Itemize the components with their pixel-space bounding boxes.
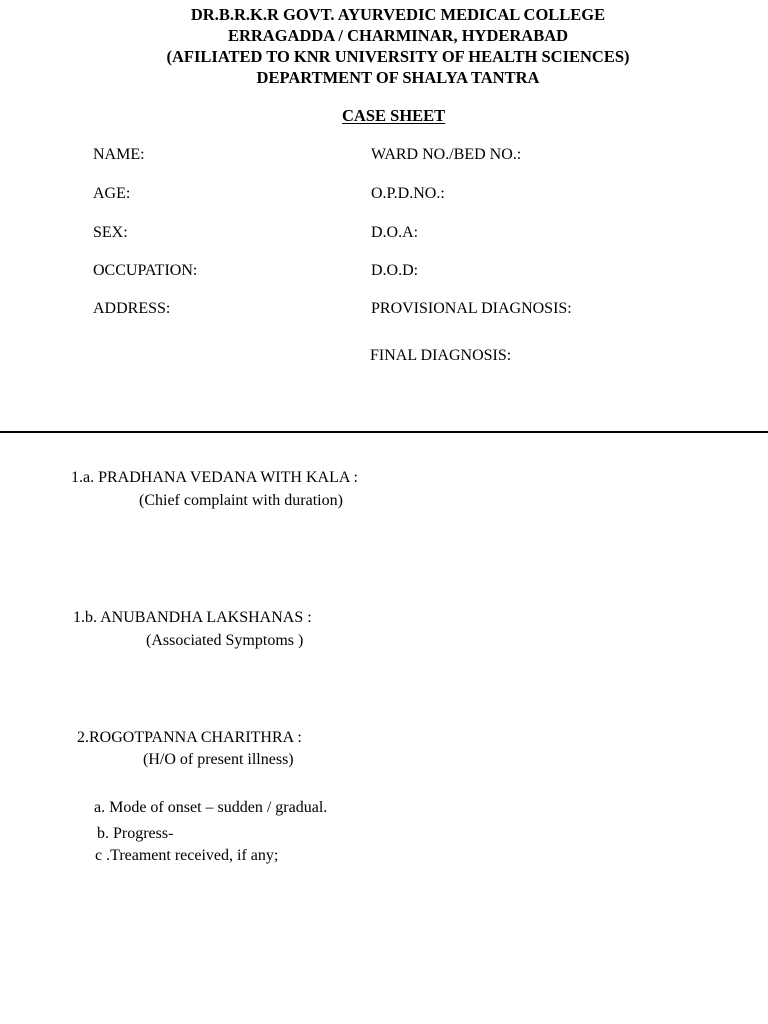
university-affiliation: (AFILIATED TO KNR UNIVERSITY OF HEALTH SCIENCES) bbox=[166, 47, 630, 66]
case-sheet-title: CASE SHEET bbox=[342, 106, 446, 125]
section-1b-subtitle: (Associated Symptoms ) bbox=[146, 632, 304, 649]
document-header bbox=[0, 4, 768, 88]
section-2-subtitle: (H/O of present illness) bbox=[143, 751, 294, 768]
name-field-label: NAME: bbox=[93, 146, 145, 163]
date-of-admission-field-label: D.O.A: bbox=[371, 224, 419, 241]
section-1a-subtitle: (Chief complaint with duration) bbox=[139, 492, 343, 509]
date-of-discharge-field-label: D.O.D: bbox=[371, 262, 419, 279]
address-field-label: ADDRESS: bbox=[93, 300, 171, 317]
list-item: b. Progress- bbox=[97, 825, 174, 842]
section-2-title: 2.ROGOTPANNA CHARITHRA : bbox=[77, 729, 302, 746]
college-location: ERRAGADDA / CHARMINAR, HYDERABAD bbox=[227, 26, 569, 45]
final-diagnosis-field-label: FINAL DIAGNOSIS: bbox=[370, 347, 512, 364]
age-field-label: AGE: bbox=[93, 185, 131, 202]
college-name: DR.B.R.K.R GOVT. AYURVEDIC MEDICAL COLLEGE bbox=[190, 5, 606, 24]
section-divider bbox=[0, 431, 768, 433]
department-name: DEPARTMENT OF SHALYA TANTRA bbox=[256, 68, 540, 87]
occupation-field-label: OCCUPATION: bbox=[93, 262, 198, 279]
opd-number-field-label: O.P.D.NO.: bbox=[371, 185, 445, 202]
list-item: a. Mode of onset – sudden / gradual. bbox=[94, 799, 328, 816]
section-1a-title: 1.a. PRADHANA VEDANA WITH KALA : bbox=[71, 469, 358, 486]
list-item: c .Treament received, if any; bbox=[95, 847, 279, 864]
sex-field-label: SEX: bbox=[93, 224, 128, 241]
ward-bed-field-label: WARD NO./BED NO.: bbox=[371, 146, 522, 163]
provisional-diagnosis-field-label: PROVISIONAL DIAGNOSIS: bbox=[371, 300, 572, 317]
section-1b-title: 1.b. ANUBANDHA LAKSHANAS : bbox=[73, 609, 312, 626]
